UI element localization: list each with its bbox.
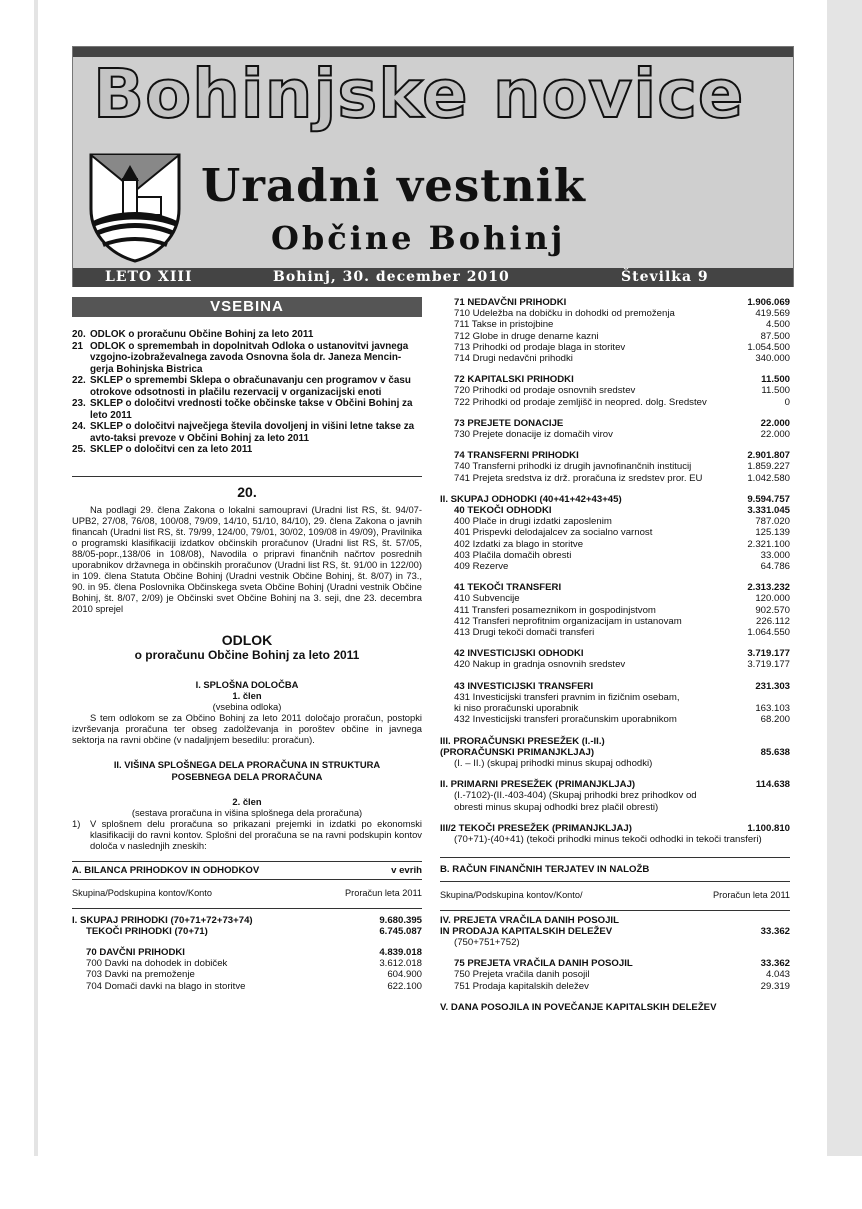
row-label: 750 Prejeta vračila danih posojil [454,969,590,981]
row-label: 70 DAVČNI PRIHODKI [86,946,185,958]
row-value: 22.000 [760,429,790,441]
row-spacer [440,572,790,582]
article-number: 20. [237,483,257,500]
row-value: 226.112 [756,615,790,627]
row-value: 3.719.177 [747,648,790,660]
table-row [440,429,790,440]
table-row [440,681,790,692]
table-row [440,823,790,834]
table-row [440,937,790,948]
row-label: 720 Prihodki od prodaje osnovnih sredstev [454,385,636,397]
row-label: (I. – II.) (skupaj prihodki minus skupaj odhodki) [454,757,653,769]
row-label: 43 INVESTICIJSKI TRANSFERI [454,680,594,692]
toc-item[interactable] [72,444,422,456]
row-value: 2.321.100 [747,538,790,550]
toc-item-text: SKLEP o določitvi cen za leto 2011 [90,444,253,455]
table-b-columns [440,882,790,909]
row-label: 72 KAPITALSKI PRIHODKI [454,374,574,386]
row-value: 11.500 [761,385,790,397]
row-label: (70+71)-(40+41) (tekoči prihodki minus tekoči odhodki in tekoči transferi) [454,833,762,845]
table-row [440,802,790,813]
table-row [72,926,422,937]
table-row [440,648,790,659]
toc-item-number: 20. [72,329,86,340]
table-row [440,331,790,342]
row-value: 68.200 [760,714,790,726]
row-value: 33.362 [760,925,790,937]
row-value: 4.839.018 [379,946,422,958]
table-row [440,790,790,801]
row-value: 340.000 [755,353,790,365]
table-row [440,714,790,725]
row-label: 703 Davki na premoženje [86,969,195,981]
row-label: III/2 TEKOČI PRESEŽEK (PRIMANJKLJAJ) [440,822,632,834]
section-heading: I. SPLOŠNA DOLOČBA [195,678,299,690]
row-label: 412 Transferi neprofitnim organizacijam in ustanovam [454,615,682,627]
table-a-rows [72,915,422,992]
table-row [72,915,422,926]
row-label: 410 Subvencije [454,593,520,605]
row-label: 710 Udeležba na dobičku in dohodki od premoženja [454,308,675,320]
divider [72,476,422,477]
row-value: 33.000 [760,549,790,561]
table-row [440,758,790,769]
table-row [440,692,790,703]
row-value: 4.500 [765,319,790,331]
toc-heading: VSEBINA [72,297,422,317]
coat-of-arms-logo [87,151,183,263]
row-value: 1.054.500 [747,341,790,353]
table-row [440,616,790,627]
toc-item-text: ODLOK o proračunu Občine Bohinj za leto 2011 [90,329,314,340]
row-label: 741 Prejeta sredstva iz drž. proračuna iz sredstev pror. EU [454,472,703,484]
row-value: 2.901.807 [747,450,790,462]
row-value: 622.100 [387,980,422,992]
issue-number: Številka 9 [621,269,709,285]
toc-item[interactable] [72,329,422,341]
row-value: 125.139 [755,527,790,539]
clause-number: 2. člen [232,795,262,807]
toc-item-number: 21 [72,340,83,352]
table-row [440,516,790,527]
row-label: 714 Drugi nedavčni prihodki [454,353,573,365]
toc-item-number: 23. [72,398,86,409]
row-value: 9.680.395 [379,914,422,926]
row-label: 704 Domači davki na blago in storitve [86,980,246,992]
row-label: (I.-7102)-(II.-403-404) (Skupaj prihodki brez prihodkov od [454,790,697,802]
row-value: 22.000 [760,417,790,429]
table-row [440,981,790,992]
row-label: 402 Izdatki za blago in storitve [454,538,584,550]
table-row [440,747,790,758]
row-label: 711 Takse in pristojbine [454,319,554,331]
divider [440,910,790,911]
row-label: 431 Investicijski transferi pravnim in fizičnim osebam, [454,691,680,703]
toc-item-number: 25. [72,444,86,455]
preamble: Na podlagi 29. člena Zakona o lokalni samoupravi (Uradni list RS, št. 94/07-UPB2, 27/08, 76/08, 100/08, 79/09, 14/10, 51/10, 84/10), 29. člena Zakona o javnih financah (Uradni list RS, št. 79/99, 124/00, 79/01, 30/02, 109/08 in 49/09), Pravilnika o programski klasifikaciji izdatkov občinskih proračunov (Uradni list RS, št. 57/05, 88/05-popr.,138/06 in 108/08), Navodila o pripravi finančnih načrtov posrednih uporabnikov državnega in občinskih proračunov (Uradni list RS, št. 91/00 in 122/00) in 109. člena Statuta Občine Bohinj (Uradni vestnik Občine Bohinj, št. 8/07) in 73., 90. in 95. člena Poslovnika Občinskega sveta Občine Bohinj (Uradni vestnik Občine Bohinj, št. 8/07, 2/09) je Občinski svet Občine Bohinj na 3. seji, dne 23. decembra 2010 sprejel [72,503,422,614]
masthead-info-bar [73,268,793,287]
table-row [440,834,790,845]
row-spacer [440,726,790,736]
row-label: 41 TEKOČI TRANSFERI [454,582,562,594]
decree-subtitle: o proračunu Občine Bohinj za leto 2011 [134,647,360,662]
row-label: 751 Prodaja kapitalskih deležev [454,980,589,992]
row-label: 411 Transferi posameznikom in gospodinjstvom [454,604,656,616]
row-label: 400 Plače in drugi izdatki zaposlenim [454,516,612,528]
row-value: 1.906.069 [747,297,790,308]
table-row [440,494,790,505]
table-row [440,319,790,330]
row-value: 3.331.045 [747,505,790,517]
row-spacer [440,948,790,958]
table-row [440,450,790,461]
toc-item-number: 24. [72,421,86,432]
year-label: LETO XIII [105,269,193,285]
table-row [440,582,790,593]
row-label: 71 NEDAVČNI PRIHODKI [454,297,567,308]
table-row [440,969,790,980]
row-spacer [440,484,790,494]
table-row [72,947,422,958]
table-a-heading [72,862,422,879]
row-label: 722 Prihodki od prodaje zemljišč in neopred. dolg. Sredstev [454,396,707,408]
table-row [440,627,790,638]
table-row [440,308,790,319]
decree-title: ODLOK [221,631,273,648]
row-label: 74 TRANSFERNI PRIHODKI [454,450,579,462]
table-row [440,1002,790,1013]
row-spacer [72,937,422,947]
row-value: 3.719.177 [747,659,790,671]
clause-item-number: 1) [72,818,81,830]
table-row [440,297,790,308]
toc-item-text: SKLEP o določitvi največjega števila dovoljenj in višini letne takse za avto-taksi prevoze v Občini Bohinj za leto 2011 [90,421,415,444]
masthead [72,46,794,287]
clause-item [72,818,422,851]
row-value: 29.319 [760,980,790,992]
table-row [440,550,790,561]
table-row [440,461,790,472]
table-b-rows [440,915,790,1013]
row-value: 4.043 [765,969,790,981]
column-header: Proračun leta 2011 [345,888,422,899]
row-label: IN PRODAJA KAPITALSKIH DELEŽEV [440,925,613,937]
toc-item-number: 22. [72,375,86,386]
table-row [440,915,790,926]
row-label: II. SKUPAJ ODHODKI (40+41+42+43+45) [440,493,622,505]
row-label: II. PRIMARNI PRESEŽEK (PRIMANJKLJAJ) [440,779,636,791]
row-label: 730 Prejete donacije iz domačih virov [454,429,613,441]
table-row [440,374,790,385]
table-row [440,385,790,396]
column-header: Skupina/Podskupina kontov/Konto/ [440,890,583,901]
row-value: 1.100.810 [747,822,790,834]
row-value: 1.859.227 [747,461,790,473]
row-label: 712 Globe in druge denarne kazni [454,330,599,342]
row-spacer [440,364,790,374]
row-value: 604.900 [387,969,422,981]
table-row [72,969,422,980]
table-a-title: A. BILANCA PRIHODKOV IN ODHODKOV [72,865,260,877]
row-value: 11.500 [761,374,790,386]
masthead-title: Bohinjske novice [93,55,745,133]
table-a-unit: v evrih [391,865,422,877]
masthead-subtitle: Uradni vestnik [201,159,586,212]
row-value: 85.638 [760,746,790,758]
clause-subtitle: (sestava proračuna in višina splošnega dela proračuna) [131,806,363,818]
table-row [440,473,790,484]
row-label: 713 Prihodki od prodaje blaga in storitev [454,341,626,353]
table-row [72,981,422,992]
row-value: 3.612.018 [379,958,422,970]
row-label: III. PRORAČUNSKI PRESEŽEK (I.-II.) [440,735,605,747]
row-label: 432 Investicijski transferi proračunskim uporabnikom [454,714,677,726]
row-label: 42 INVESTICIJSKI ODHODKI [454,648,584,660]
row-value: 0 [784,396,790,408]
row-spacer [440,671,790,681]
row-label: ki niso proračunski uporabnik [454,703,579,715]
row-spacer [440,440,790,450]
table-row [440,659,790,670]
row-label: 700 Davki na dohodek in dobiček [86,958,228,970]
row-spacer [440,992,790,1002]
divider [72,908,422,909]
table-row [440,397,790,408]
table-row [440,779,790,790]
row-label: obresti minus skupaj odhodki brez plačil obresti) [454,801,659,813]
row-label: 403 Plačila domačih obresti [454,549,572,561]
row-label: 40 TEKOČI ODHODKI [454,505,552,517]
table-row [440,505,790,516]
row-label: TEKOČI PRIHODKI (70+71) [86,925,208,937]
left-column [72,297,422,992]
row-label: 73 PREJETE DONACIJE [454,417,564,429]
row-value: 6.745.087 [379,925,422,937]
table-a-columns [72,880,422,907]
table-of-contents [72,329,422,456]
row-label: IV. PREJETA VRAČILA DANIH POSOJIL [440,914,619,926]
row-spacer [440,638,790,648]
table-row [440,593,790,604]
row-value: 33.362 [760,958,790,970]
row-label: 420 Nakup in gradnja osnovnih sredstev [454,659,626,671]
right-column [440,297,790,1013]
table-b-heading: B. RAČUN FINANČNIH TERJATEV IN NALOŽB [440,864,650,876]
table-row [440,527,790,538]
clause-text: S tem odlokom se za Občino Bohinj za leto 2011 določajo proračun, postopki izvrševanja proračuna ter obseg zadolževanja in poroštev občine in javnega sektorja na ravni občine (v nadaljnjem besedilu: proračun). [72,712,422,746]
row-value: 2.313.232 [747,582,790,594]
row-value: 787.020 [755,516,790,528]
clause-item-text: V splošnem delu proračuna so prikazani prejemki in izdatki po ekonomski klasifikaciji do ravni kontov. Splošni del proračuna se na ravni podskupin kontov določa v naslednjih zneskih: [90,818,422,852]
row-label: 413 Drugi tekoči domači transferi [454,627,595,639]
column-header: Skupina/Podskupina kontov/Konto [72,888,212,899]
row-value: 1.042.580 [747,472,790,484]
toc-item-text: ODLOK o spremembah in dopolnitvah Odloka o ustanovitvi javnega vzgojno-izobraževalnega zavoda Osnovna šola dr. Janeza Mencin-gerja Bohinjska Bistrica [90,340,409,375]
clause-number: 1. člen [232,689,262,701]
table-row [440,926,790,937]
section-heading: II. VIŠINA SPLOŠNEGA DELA PRORAČUNA IN STRUKTURA POSEBNEGA DELA PRORAČUNA [113,759,381,782]
row-value: 87.500 [760,330,790,342]
row-label: V. DANA POSOJILA IN POVEČANJE KAPITALSKIH DELEŽEV [440,1001,717,1013]
issue-date: Bohinj, 30. december 2010 [273,269,510,285]
row-label: 740 Transferni prihodki iz drugih javnofinančnih institucij [454,461,692,473]
row-value: 120.000 [755,593,790,605]
toc-item[interactable] [72,421,422,444]
toc-item[interactable] [72,375,422,398]
row-label: (PRORAČUNSKI PRIMANJKLJAJ) [440,746,595,758]
row-label: 75 PREJETA VRAČILA DANIH POSOJIL [454,958,633,970]
row-value: 163.103 [755,703,790,715]
table-row [440,736,790,747]
row-value: 114.638 [755,779,790,791]
table-row [440,418,790,429]
toc-item-text: SKLEP o določitvi vrednosti točke občinske takse v Občini Bohinj za leto 2011 [90,398,413,421]
row-label: 409 Rezerve [454,561,509,573]
row-value: 9.594.757 [747,493,790,505]
row-value: 1.064.550 [747,627,790,639]
toc-item[interactable] [72,398,422,421]
masthead-municipality: Občine Bohinj [271,219,566,257]
table-row [440,353,790,364]
table-row [440,342,790,353]
budget-rows [440,297,790,845]
table-row [440,958,790,969]
row-spacer [440,408,790,418]
table-row [440,539,790,550]
column-header: Proračun leta 2011 [713,890,790,901]
row-value: 902.570 [755,604,790,616]
row-label: 401 Prispevki delodajalcev za socialno varnost [454,527,653,539]
table-row [440,561,790,572]
toc-item-text: SKLEP o spremembi Sklepa o obračunavanju cen programov v času otrokove odsotnosti in plačilu rezervacij v organizacijski enoti [90,375,411,398]
row-label: (750+751+752) [454,936,520,948]
table-row [440,605,790,616]
row-label: I. SKUPAJ PRIHODKI (70+71+72+73+74) [72,914,253,926]
toc-item[interactable] [72,341,422,376]
row-spacer [440,769,790,779]
table-row [440,703,790,714]
row-spacer [440,813,790,823]
row-value: 64.786 [760,561,790,573]
clause-subtitle: (vsebina odloka) [212,701,282,713]
table-row [72,958,422,969]
row-value: 419.569 [755,308,790,320]
row-value: 231.303 [755,680,790,692]
